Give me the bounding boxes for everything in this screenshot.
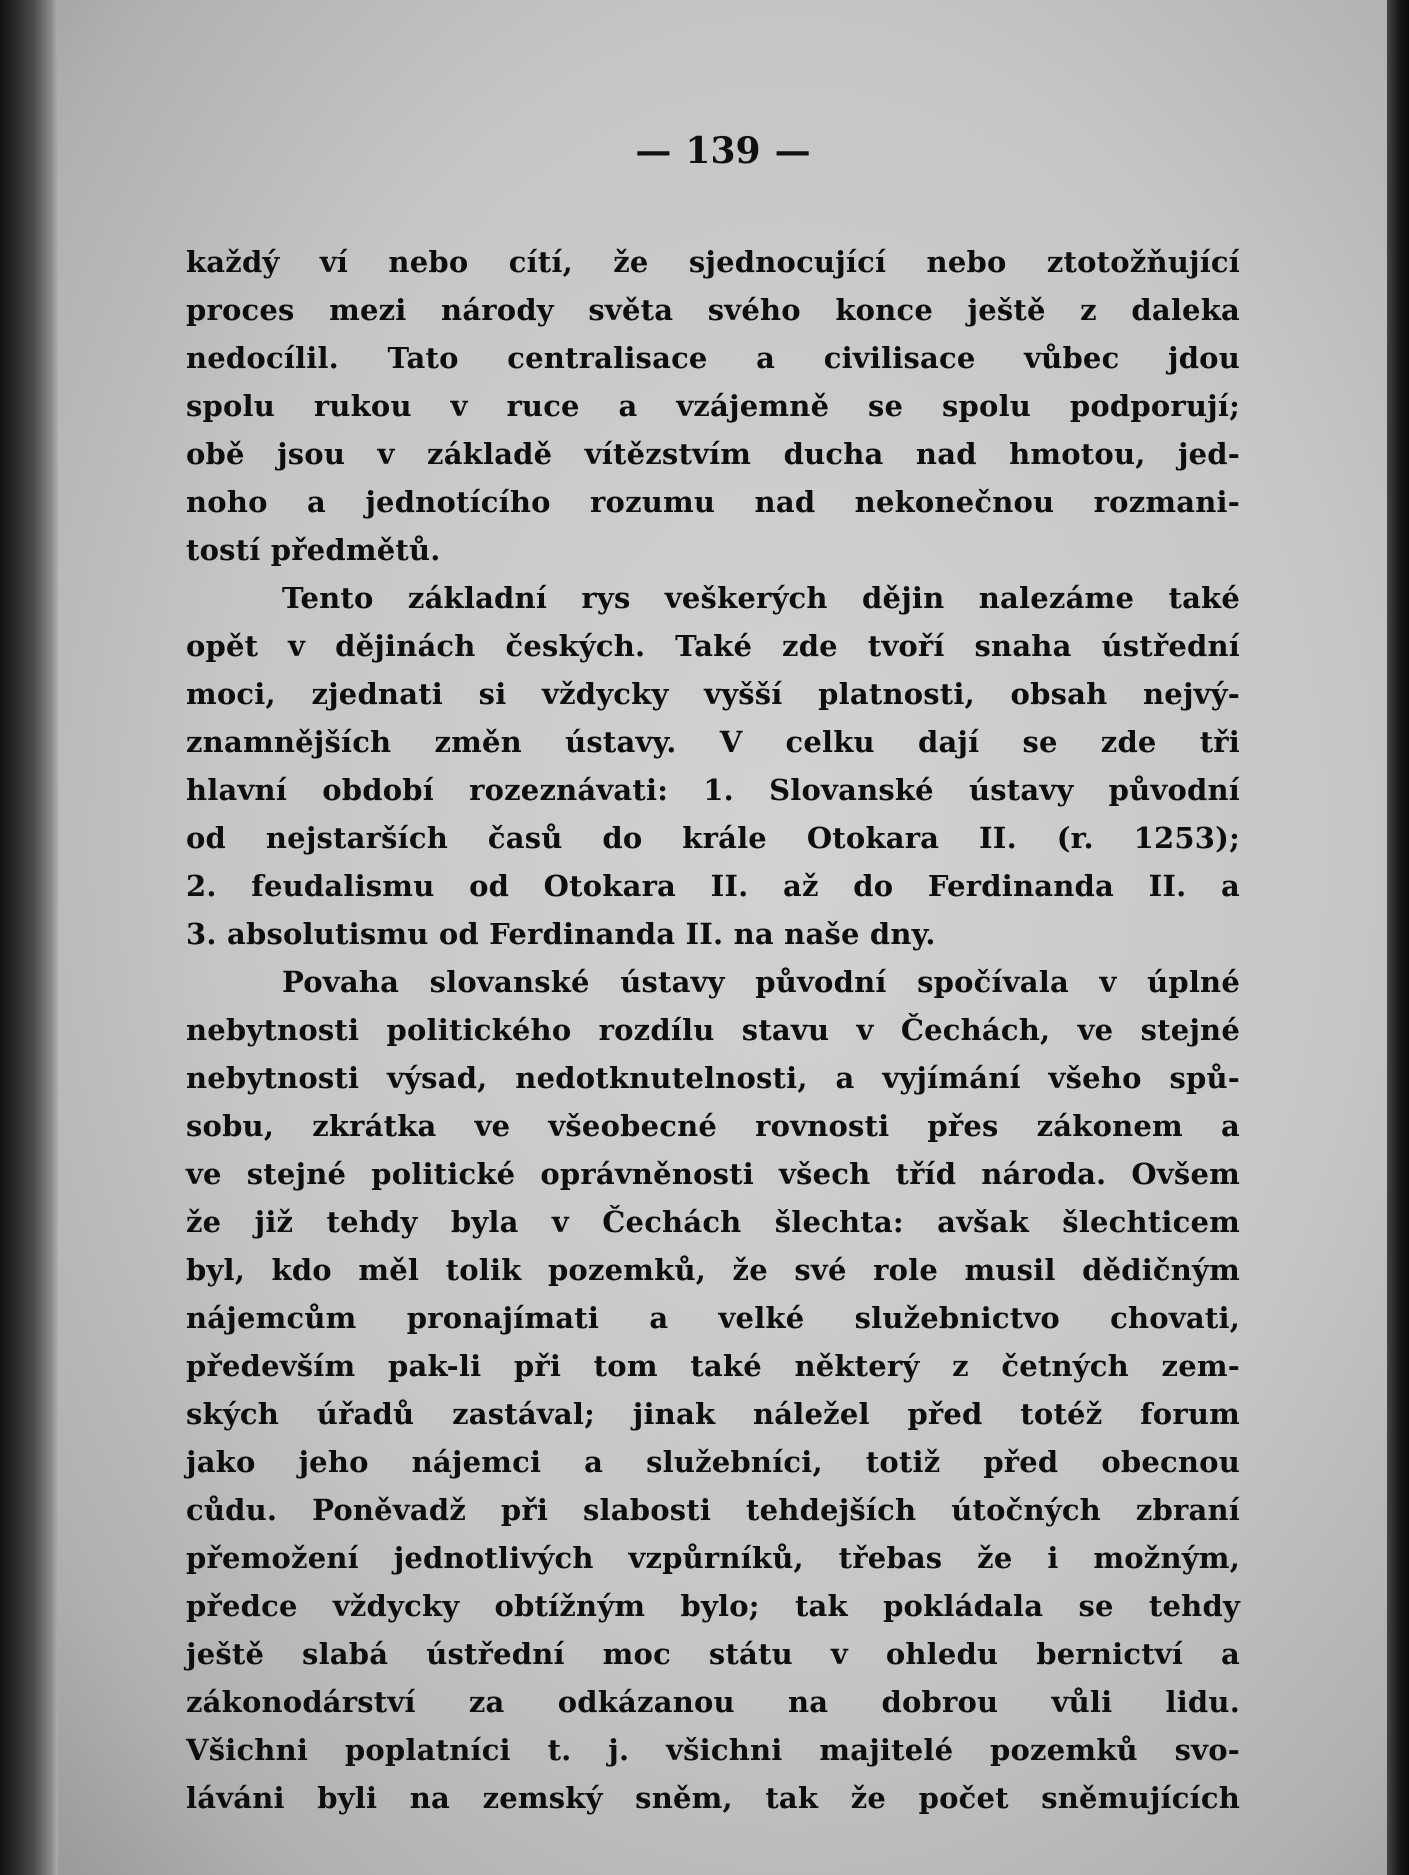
text-line: nebytnosti výsad, nedotknutelnosti, a vyjímání všeho spů-: [186, 1061, 1240, 1095]
text-line: Tento základní rys veškerých dějin nalezáme také: [282, 581, 1240, 615]
text-line: noho a jednotícího rozumu nad nekonečnou rozmani-: [186, 485, 1240, 519]
text-line: nebytnosti politického rozdílu stavu v Čechách, ve stejné: [186, 1013, 1240, 1047]
text-line: cůdu. Poněvadž při slabosti tehdejších útočných zbraní: [186, 1493, 1240, 1527]
book-page: [58, 0, 1388, 1875]
text-line: spolu rukou v ruce a vzájemně se spolu podporují;: [186, 389, 1240, 423]
text-line: předce vždycky obtížným bylo; tak pokládala se tehdy: [186, 1589, 1240, 1623]
text-line: tostí předmětů.: [186, 533, 441, 567]
text-line: nájemcům pronajímati a velké služebnictvo chovati,: [186, 1301, 1240, 1335]
text-line: proces mezi národy světa svého konce ještě z daleka: [186, 293, 1240, 327]
body-text: [186, 238, 1240, 1822]
text-line: každý ví nebo cítí, že sjednocující nebo ztotožňující: [186, 245, 1240, 279]
text-line: znamnějších změn ústavy. V celku dají se zde tři: [186, 725, 1240, 759]
text-line: ještě slabá ústřední moc státu v ohledu bernictví a: [186, 1637, 1240, 1671]
text-line: že již tehdy byla v Čechách šlechta: avšak šlechticem: [186, 1205, 1240, 1239]
paragraph: [186, 238, 1240, 574]
text-line: obě jsou v základě vítězstvím ducha nad hmotou, jed-: [186, 437, 1240, 471]
header-dash-left: —: [635, 130, 672, 172]
text-line: nedocílil. Tato centralisace a civilisace vůbec jdou: [186, 341, 1240, 375]
page-shadow-edge: [1387, 0, 1409, 1875]
page-header: [58, 130, 1388, 172]
text-line: od nejstarších časů do krále Otokara II. (r. 1253);: [186, 821, 1240, 855]
text-line: ve stejné politické oprávněnosti všech tříd národa. Ovšem: [186, 1157, 1240, 1191]
text-line: byl, kdo měl tolik pozemků, že své role musil dědičným: [186, 1253, 1240, 1287]
paragraph: [186, 958, 1240, 1822]
text-line: 2. feudalismu od Otokara II. až do Ferdinanda II. a: [186, 869, 1240, 903]
text-line: hlavní období rozeznávati: 1. Slovanské ústavy původní: [186, 773, 1240, 807]
text-line: láváni byli na zemský sněm, tak že počet sněmujících: [186, 1781, 1240, 1815]
text-line: ských úřadů zastával; jinak náležel před totéž forum: [186, 1397, 1240, 1431]
text-line: především pak-li při tom také některý z četných zem-: [186, 1349, 1240, 1383]
text-line: Všichni poplatníci t. j. všichni majitelé pozemků svo-: [186, 1733, 1240, 1767]
paragraph: [186, 574, 1240, 958]
text-line: Povaha slovanské ústavy původní spočívala v úplné: [282, 965, 1240, 999]
text-line: zákonodárství za odkázanou na dobrou vůli lidu.: [186, 1685, 1240, 1719]
text-line: sobu, zkrátka ve všeobecné rovnosti přes zákonem a: [186, 1109, 1240, 1143]
text-line: přemožení jednotlivých vzpůrníků, třebas že i možným,: [186, 1541, 1240, 1575]
text-line: 3. absolutismu od Ferdinanda II. na naše dny.: [186, 917, 936, 951]
text-line: jako jeho nájemci a služebníci, totiž před obecnou: [186, 1445, 1240, 1479]
text-line: moci, zjednati si vždycky vyšší platnosti, obsah nejvý-: [186, 677, 1240, 711]
text-line: opět v dějinách českých. Také zde tvoří snaha ústřední: [186, 629, 1240, 663]
book-binding-edge: [0, 0, 60, 1875]
header-dash-right: —: [774, 130, 811, 172]
page-number: 139: [685, 130, 761, 172]
